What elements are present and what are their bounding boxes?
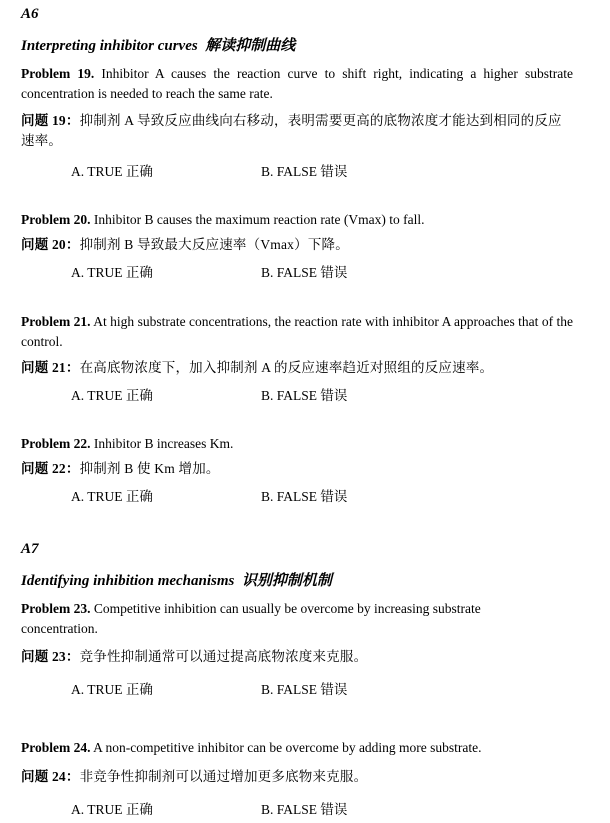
- option-false[interactable]: B. FALSE 错误: [261, 388, 348, 403]
- problem-text-zh: 抑制剂 B 导致最大反应速率（Vmax）下降。: [79, 237, 349, 252]
- problem-text: Inhibitor B increases Km.: [93, 436, 234, 451]
- section-title-en: Interpreting inhibitor curves: [21, 38, 198, 54]
- problem-label: Problem 20.: [21, 212, 91, 227]
- option-false[interactable]: B. FALSE 错误: [261, 164, 348, 179]
- problem-label: Problem 24.: [21, 740, 91, 755]
- problem-label-zh: 问题 21：: [21, 360, 80, 375]
- problem-text: A non-competitive inhibitor can be overcome by adding more substrate.: [93, 740, 482, 755]
- problem-21-en: [21, 312, 573, 352]
- section-title-zh: 解读抑制曲线: [205, 38, 296, 54]
- option-true[interactable]: A. TRUE 正确: [71, 682, 153, 697]
- option-false[interactable]: B. FALSE 错误: [261, 682, 348, 697]
- problem-label-zh: 问题 20：: [21, 237, 80, 252]
- option-true[interactable]: A. TRUE 正确: [71, 164, 153, 179]
- option-false[interactable]: B. FALSE 错误: [261, 802, 348, 817]
- problem-label: Problem 21.: [21, 314, 91, 329]
- problem-label-zh: 问题 23：: [21, 649, 80, 664]
- option-true[interactable]: A. TRUE 正确: [71, 489, 153, 504]
- problem-20-en: [21, 210, 573, 230]
- problem-23-zh: [21, 647, 573, 667]
- option-false[interactable]: B. FALSE 错误: [261, 265, 348, 280]
- option-true[interactable]: A. TRUE 正确: [71, 388, 153, 403]
- problem-label: Problem 19.: [21, 66, 95, 81]
- section-code-a6: A6: [21, 6, 39, 22]
- option-true[interactable]: A. TRUE 正确: [71, 802, 153, 817]
- option-false[interactable]: B. FALSE 错误: [261, 489, 348, 504]
- problem-text-zh: 抑制剂 A 导致反应曲线向右移动，表明需要更高的底物浓度才能达到相同的反应速率。: [21, 113, 562, 148]
- section-title-a6: [21, 34, 295, 55]
- problem-21-zh: [21, 358, 573, 378]
- problem-label-zh: 问题 22：: [21, 461, 80, 476]
- problem-24-zh: [21, 767, 573, 787]
- problem-22-en: [21, 434, 573, 454]
- problem-24-en: [21, 738, 573, 758]
- problem-text: Inhibitor A causes the reaction curve to shift right, indicating a higher substrate concentration is needed to reach the same rate.: [21, 66, 574, 101]
- problem-text-zh: 在高底物浓度下，加入抑制剂 A 的反应速率趋近对照组的反应速率。: [79, 360, 494, 375]
- problem-label: Problem 23.: [21, 601, 91, 616]
- problem-19-en: [21, 64, 573, 104]
- problem-label: Problem 22.: [21, 436, 91, 451]
- section-title-zh: 识别抑制机制: [241, 573, 332, 589]
- problem-text-zh: 非竞争性抑制剂可以通过增加更多底物来克服。: [79, 769, 368, 784]
- problem-label-zh: 问题 19：: [21, 113, 80, 128]
- section-title-a7: [21, 569, 332, 590]
- problem-label-zh: 问题 24：: [21, 769, 80, 784]
- problem-text-zh: 竞争性抑制通常可以通过提高底物浓度来克服。: [79, 649, 368, 664]
- problem-text: At high substrate concentrations, the reaction rate with inhibitor A approaches that of the control.: [21, 314, 573, 349]
- section-title-en: Identifying inhibition mechanisms: [21, 573, 235, 589]
- problem-text-zh: 抑制剂 B 使 Km 增加。: [79, 461, 220, 476]
- problem-20-zh: [21, 235, 573, 255]
- option-true[interactable]: A. TRUE 正确: [71, 265, 153, 280]
- problem-23-en: [21, 599, 531, 639]
- problem-22-zh: [21, 459, 573, 479]
- problem-19-zh: [21, 111, 573, 151]
- section-code-a7: A7: [21, 541, 39, 557]
- problem-text: Competitive inhibition can usually be overcome by increasing substrate concentration.: [21, 601, 481, 636]
- problem-text: Inhibitor B causes the maximum reaction rate (Vmax) to fall.: [93, 212, 425, 227]
